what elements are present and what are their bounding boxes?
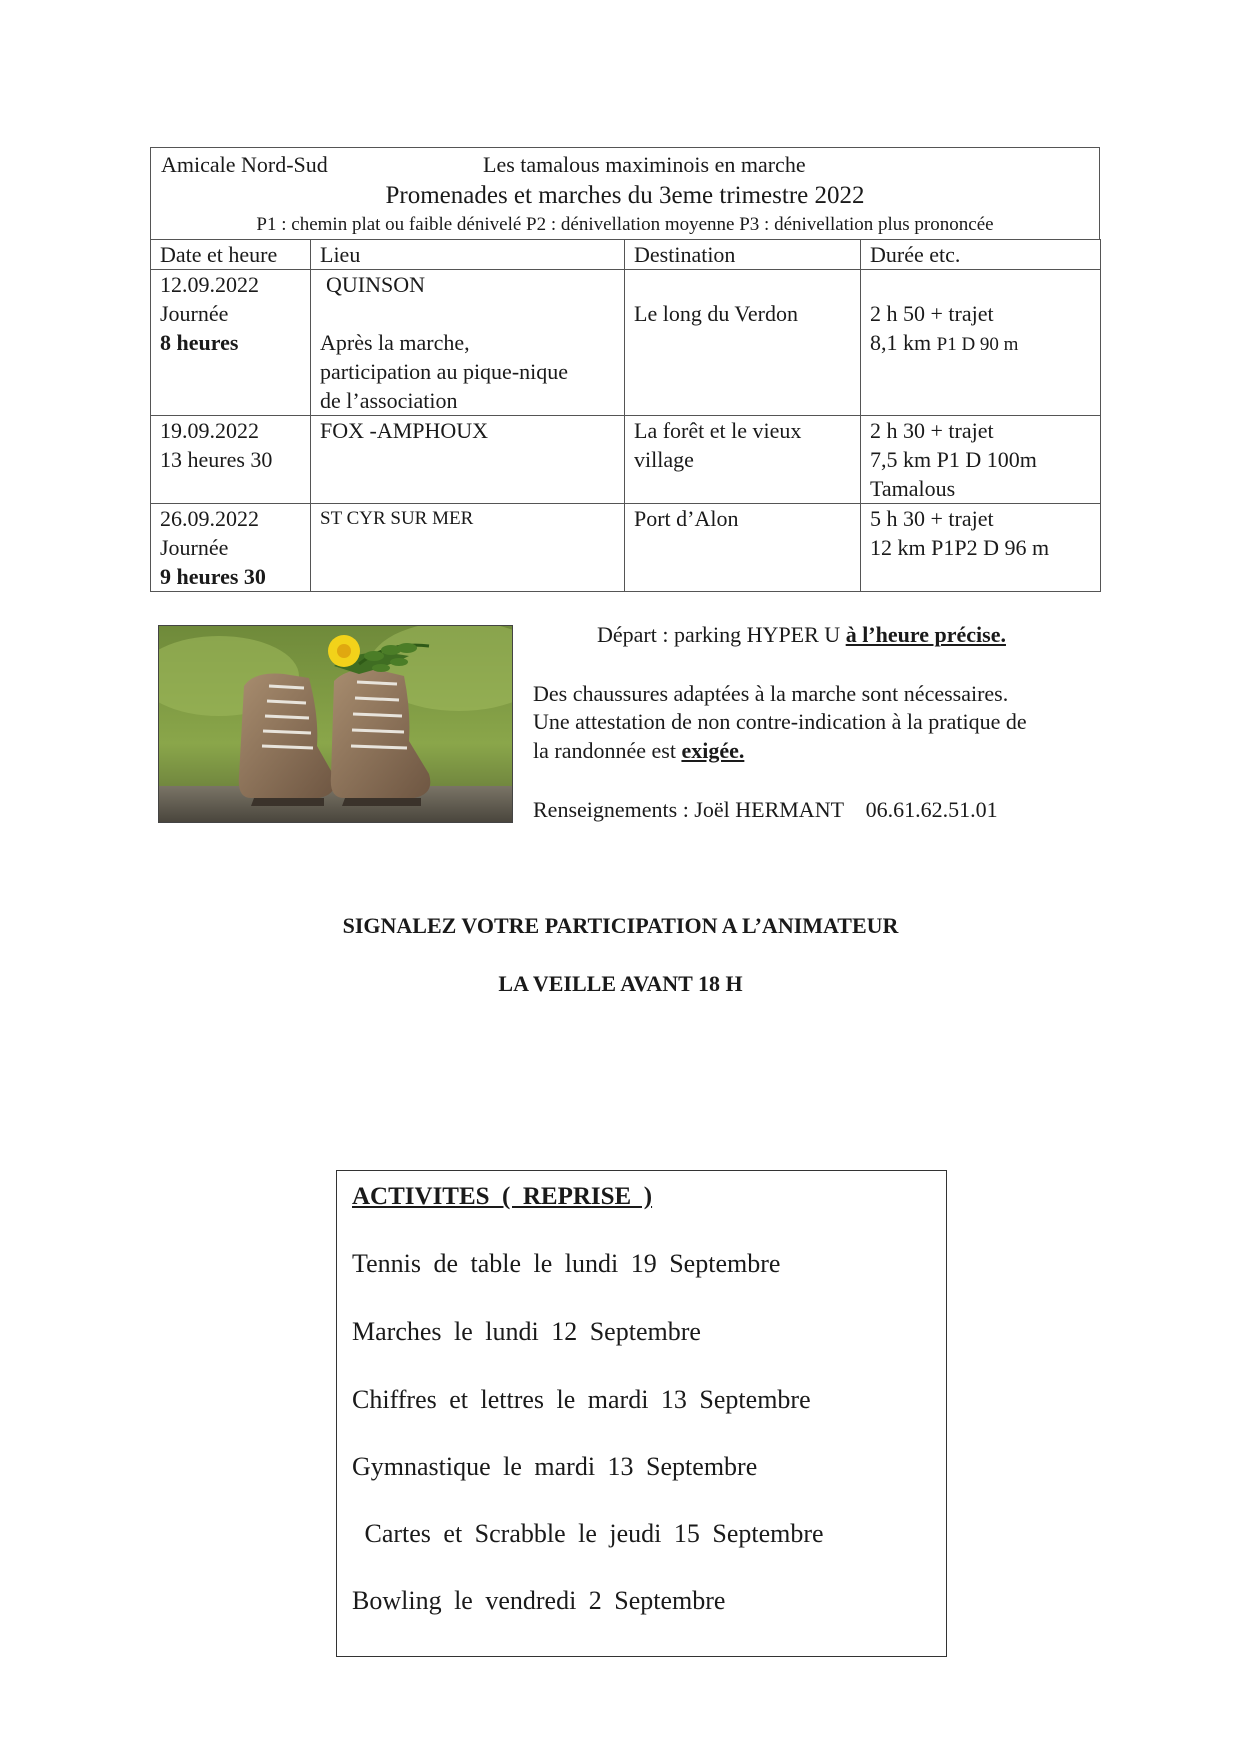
difficulty-legend: P1 : chemin plat ou faible dénivelé P2 : dénivellation moyenne P3 : dénivellation plus prononcée — [256, 214, 994, 235]
place-cell — [311, 416, 625, 504]
org-name: Amicale Nord-Sud — [161, 152, 328, 177]
activities-title: ACTIVITES ( REPRISE ) — [352, 1183, 653, 1210]
boots-illustration — [159, 626, 512, 822]
destination-cell — [625, 416, 861, 504]
day: Journée — [160, 301, 229, 326]
duration: 2 h 50 + trajet — [870, 301, 994, 326]
list-item: Cartes et Scrabble le jeudi 15 Septembre — [352, 1519, 824, 1548]
table-header — [150, 147, 1100, 239]
date-cell — [151, 270, 311, 416]
table-row — [151, 416, 1101, 504]
certificate-line-1: Une attestation de non contre-indication à la pratique de — [533, 709, 1027, 734]
certificate-text: la randonnée est — [533, 738, 682, 763]
group-name: Les tamalous maximinois en marche — [483, 152, 806, 177]
deadline-notice: LA VEILLE AVANT 18 H — [498, 971, 743, 996]
duration-cell — [861, 504, 1101, 592]
activities-box — [336, 1170, 947, 1657]
distance: 7,5 km P1 D 100m — [870, 447, 1037, 472]
duration-cell — [861, 416, 1101, 504]
list-item: Gymnastique le mardi 13 Septembre — [352, 1452, 758, 1481]
departure-info — [597, 622, 1006, 648]
destination: La forêt et le vieux — [634, 418, 802, 443]
column-header: Lieu — [311, 240, 625, 270]
date-cell — [151, 504, 311, 592]
note-line: Après la marche, — [320, 330, 470, 355]
participation-notice: SIGNALEZ VOTRE PARTICIPATION A L’ANIMATEUR — [342, 913, 899, 938]
destination: Le long du Verdon — [634, 301, 798, 326]
date: 26.09.2022 — [160, 506, 259, 531]
contact-info: Renseignements : Joël HERMANT 06.61.62.51.01 — [533, 797, 998, 822]
place: ST CYR SUR MER — [320, 508, 474, 529]
destination: Port d’Alon — [634, 506, 739, 531]
note-line: participation au pique-nique — [320, 359, 569, 384]
extra: Tamalous — [870, 476, 956, 501]
schedule-table — [150, 239, 1101, 592]
time: 8 heures — [160, 330, 239, 355]
hiking-boots-photo — [158, 625, 513, 823]
table-row — [151, 270, 1101, 416]
place: FOX -AMPHOUX — [320, 418, 489, 443]
duration: 2 h 30 + trajet — [870, 418, 994, 443]
departure-text: Départ : parking HYPER U — [597, 622, 846, 647]
time: 13 heures 30 — [160, 447, 273, 472]
duration-cell — [861, 270, 1101, 416]
list-item: Tennis de table le lundi 19 Septembre — [352, 1249, 781, 1278]
certificate-emphasis: exigée. — [681, 738, 745, 763]
destination-cell — [625, 270, 861, 416]
list-item: Bowling le vendredi 2 Septembre — [352, 1586, 726, 1615]
certificate-line-2 — [533, 738, 744, 764]
day: Journée — [160, 535, 229, 560]
duration: 5 h 30 + trajet — [870, 506, 994, 531]
date: 19.09.2022 — [160, 418, 259, 443]
table-row — [151, 504, 1101, 592]
time: 9 heures 30 — [160, 564, 266, 589]
column-header: Date et heure — [151, 240, 311, 270]
list-item: Marches le lundi 12 Septembre — [352, 1317, 701, 1346]
column-header: Destination — [625, 240, 861, 270]
distance: 12 km P1P2 D 96 m — [870, 535, 1050, 560]
date: 12.09.2022 — [160, 272, 259, 297]
date-cell — [151, 416, 311, 504]
column-header: Durée etc. — [861, 240, 1101, 270]
shoes-info: Des chaussures adaptées à la marche sont nécessaires. — [533, 681, 1009, 706]
place-cell — [311, 504, 625, 592]
table-header-row — [151, 240, 1101, 270]
place-cell — [311, 270, 625, 416]
destination-cell — [625, 504, 861, 592]
list-item: Chiffres et lettres le mardi 13 Septembre — [352, 1385, 811, 1414]
destination: village — [634, 447, 694, 472]
distance: 8,1 km — [870, 330, 932, 355]
departure-emphasis: à l’heure précise. — [845, 622, 1006, 647]
note-line: de l’association — [320, 388, 458, 413]
difficulty: P1 D 90 m — [936, 334, 1019, 355]
page-title: Promenades et marches du 3eme trimestre 2022 — [385, 182, 865, 209]
place: QUINSON — [326, 272, 425, 297]
